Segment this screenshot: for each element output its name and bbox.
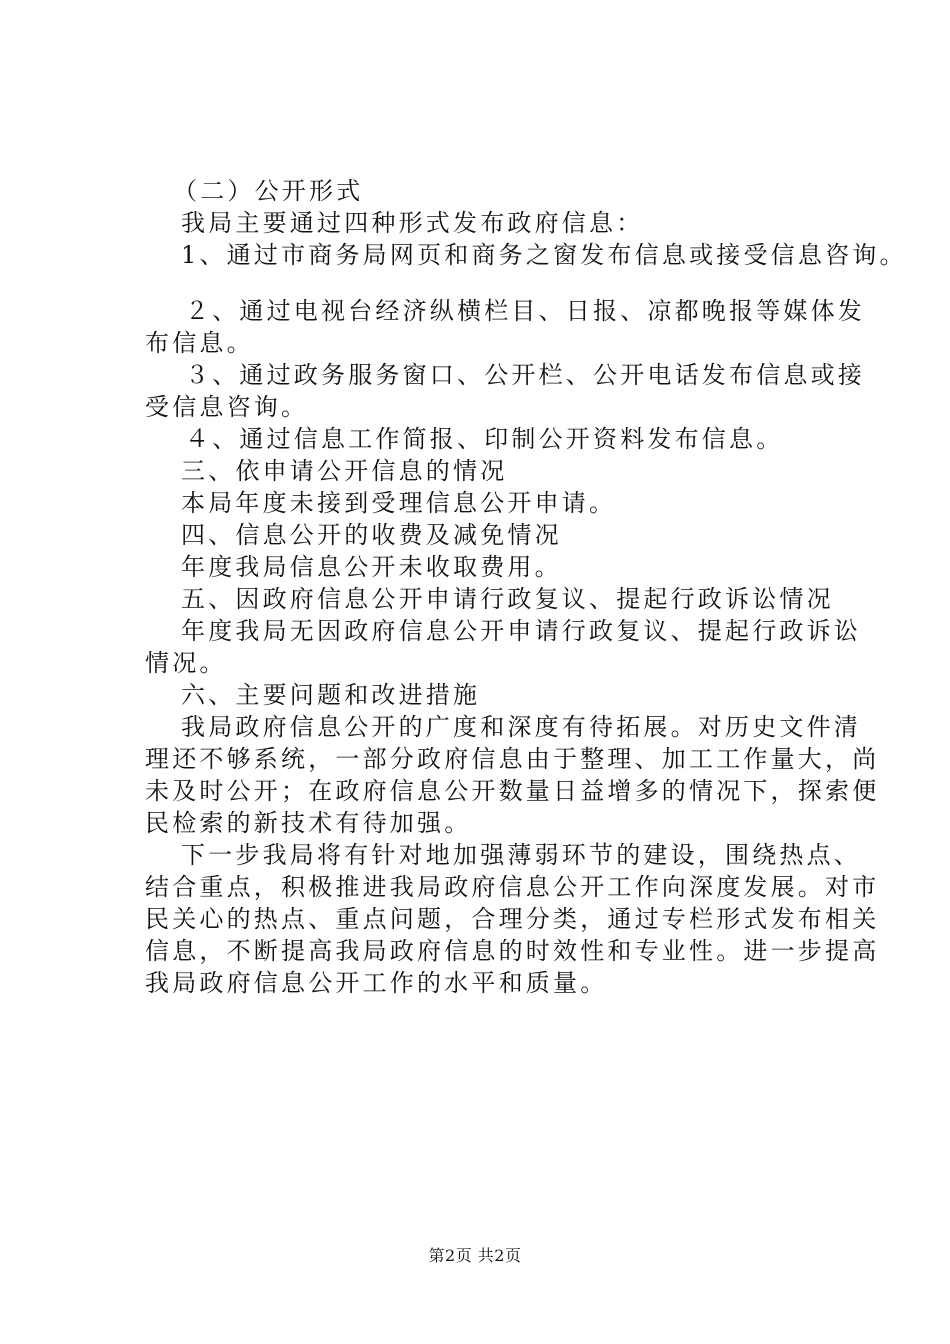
list-item-3: ３、通过政务服务窗口、公开栏、公开电话发布信息或接 bbox=[185, 361, 865, 389]
blank-line bbox=[145, 271, 845, 295]
section-heading-3: 三、依申请公开信息的情况 bbox=[181, 457, 508, 485]
section-heading-6: 六、主要问题和改进措施 bbox=[181, 681, 481, 709]
paragraph-line: 年度我局无因政府信息公开申请行政复议、提起行政诉讼 bbox=[181, 617, 861, 645]
paragraph-line-continued: 结合重点，积极推进我局政府信息公开工作向深度发展。对市 bbox=[145, 873, 880, 901]
list-item-3-continued: 受信息咨询。 bbox=[145, 393, 309, 421]
list-item-2-continued: 布信息。 bbox=[145, 329, 254, 357]
paragraph-line: 本局年度未接到受理信息公开申请。 bbox=[181, 489, 617, 517]
list-item-4: ４、通过信息工作简报、印制公开资料发布信息。 bbox=[185, 425, 784, 453]
list-item-2: ２、通过电视台经济纵横栏目、日报、凉都晚报等媒体发 bbox=[185, 297, 865, 325]
page-number-footer: 第2页 共2页 bbox=[428, 1246, 522, 1265]
paragraph-line-continued: 情况。 bbox=[145, 649, 227, 677]
section-heading-4: 四、信息公开的收费及减免情况 bbox=[181, 521, 562, 549]
paragraph-line-continued: 理还不够系统，一部分政府信息由于整理、加工工作量大，尚 bbox=[145, 745, 880, 773]
paragraph-line-continued: 未及时公开；在政府信息公开数量日益增多的情况下，探索便 bbox=[145, 777, 880, 805]
paragraph-line: 我局政府信息公开的广度和深度有待拓展。对历史文件清 bbox=[181, 713, 861, 741]
paragraph-line: 下一步我局将有针对地加强薄弱环节的建设，围绕热点、 bbox=[181, 841, 861, 869]
section-heading-disclosure-forms: （二）公开形式 bbox=[173, 177, 364, 205]
paragraph-line-continued: 信息，不断提高我局政府信息的时效性和专业性。进一步提高 bbox=[145, 937, 880, 965]
section-heading-5: 五、因政府信息公开申请行政复议、提起行政诉讼情况 bbox=[181, 585, 834, 613]
list-item-1: 1、通过市商务局网页和商务之窗发布信息或接受信息咨询。 bbox=[181, 241, 907, 269]
paragraph-line-continued: 民检索的新技术有待加强。 bbox=[145, 809, 472, 837]
document-body bbox=[145, 175, 907, 999]
paragraph-line: 年度我局信息公开未收取费用。 bbox=[181, 553, 562, 581]
paragraph-line-continued: 我局政府信息公开工作的水平和质量。 bbox=[145, 969, 608, 997]
paragraph-line-continued: 民关心的热点、重点问题，合理分类，通过专栏形式发布相关 bbox=[145, 905, 880, 933]
paragraph-line: 我局主要通过四种形式发布政府信息： bbox=[181, 209, 644, 237]
